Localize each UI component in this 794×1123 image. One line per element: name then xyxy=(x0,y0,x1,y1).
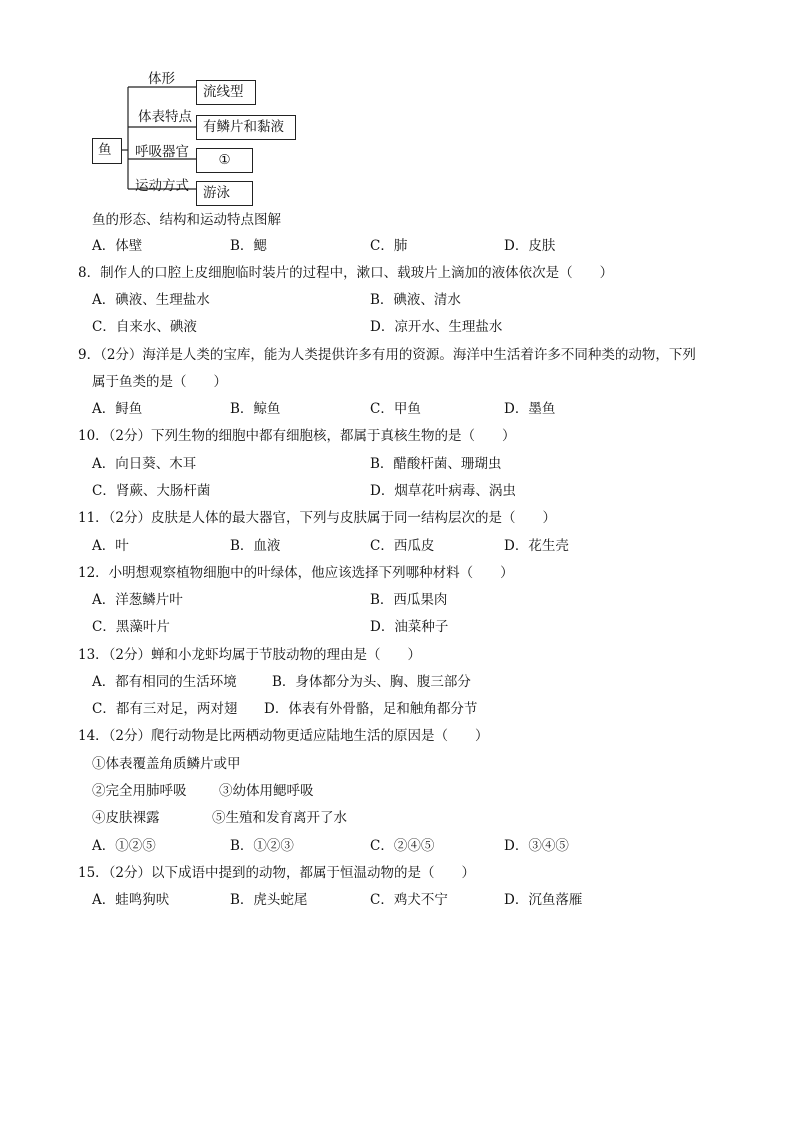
diagram-value-box-2 xyxy=(196,115,296,140)
q11-option-a: A．叶 xyxy=(92,538,129,554)
q14-item-1: ①体表覆盖角质鳞片或甲 xyxy=(92,756,241,772)
q14-option-d: D．③④⑤ xyxy=(504,838,569,854)
q15-option-b: B．虎头蛇尾 xyxy=(230,892,308,908)
q13-option-d: D．体表有外骨骼，足和触角都分节 xyxy=(264,701,478,717)
q8-stem: 8．制作人的口腔上皮细胞临时装片的过程中，漱口、载玻片上滴加的液体依次是（ ） xyxy=(78,265,614,281)
q14-option-b: B．①②③ xyxy=(230,838,294,854)
q14-option-c: C．②④⑤ xyxy=(370,838,435,854)
q9-stem-line2: 属于鱼类的是（ ） xyxy=(92,374,227,390)
diagram-value-2: 有鳞片和黏液 xyxy=(203,119,284,135)
diagram-value-1: 流线型 xyxy=(203,84,244,100)
diagram-value-box-3 xyxy=(196,148,253,173)
diagram-branch-label-4: 运动方式 xyxy=(135,178,189,194)
q10-option-c: C．肾蕨、大肠杆菌 xyxy=(92,483,211,499)
q9-option-b: B．鲸鱼 xyxy=(230,401,281,417)
q9-option-a: A．鲟鱼 xyxy=(92,401,143,417)
q11-option-b: B．血液 xyxy=(230,538,281,554)
q8-option-b: B．碘液、清水 xyxy=(370,292,461,308)
diagram-value-3: ① xyxy=(218,152,231,168)
q8-option-d: D．凉开水、生理盐水 xyxy=(370,319,503,335)
q10-option-a: A．向日葵、木耳 xyxy=(92,456,197,472)
q15-option-a: A．蛙鸣狗吠 xyxy=(92,892,170,908)
q7-option-c: C．肺 xyxy=(370,238,408,254)
diagram-root-box xyxy=(92,138,122,164)
q12-option-a: A．洋葱鳞片叶 xyxy=(92,592,183,608)
diagram-branch-label-1: 体形 xyxy=(148,71,175,87)
q15-option-d: D．沉鱼落雁 xyxy=(504,892,583,908)
q14-option-a: A．①②⑤ xyxy=(92,838,156,854)
q9-stem-line1: 9．（2分）海洋是人类的宝库，能为人类提供许多有用的资源。海洋中生活着许多不同种类的动物，下列 xyxy=(78,347,696,363)
q11-option-c: C．西瓜皮 xyxy=(370,538,435,554)
q14-item-3: ③幼体用鳃呼吸 xyxy=(219,783,314,799)
q11-option-d: D．花生壳 xyxy=(504,538,569,554)
q13-option-c: C．都有三对足，两对翅 xyxy=(92,701,238,717)
q10-stem: 10．（2分）下列生物的细胞中都有细胞核，都属于真核生物的是（ ） xyxy=(78,428,516,444)
q8-option-c: C．自来水、碘液 xyxy=(92,319,197,335)
q14-item-4: ④皮肤裸露 xyxy=(92,810,160,826)
q10-option-b: B．醋酸杆菌、珊瑚虫 xyxy=(370,456,502,472)
q13-option-b: B．身体都分为头、胸、腹三部分 xyxy=(272,674,471,690)
q14-item-2: ②完全用肺呼吸 xyxy=(92,783,187,799)
q7-option-b: B．鳃 xyxy=(230,238,267,254)
diagram-value-box-4 xyxy=(196,181,253,206)
q15-stem: 15．（2分）以下成语中提到的动物，都属于恒温动物的是（ ） xyxy=(78,865,476,881)
q10-option-d: D．烟草花叶病毒、涡虫 xyxy=(370,483,516,499)
diagram-root: 鱼 xyxy=(98,142,112,158)
q11-stem: 11．（2分）皮肤是人体的最大器官，下列与皮肤属于同一结构层次的是（ ） xyxy=(78,510,557,526)
q12-stem: 12．小明想观察植物细胞中的叶绿体，他应该选择下列哪种材料（ ） xyxy=(78,565,514,581)
q13-stem: 13．（2分）蝉和小龙虾均属于节肢动物的理由是（ ） xyxy=(78,647,422,663)
q14-item-5: ⑤生殖和发育离开了水 xyxy=(212,810,347,826)
diagram-branch-label-3: 呼吸器官 xyxy=(135,144,189,160)
q7-option-a: A．体壁 xyxy=(92,238,143,254)
q9-option-c: C．甲鱼 xyxy=(370,401,421,417)
q12-option-d: D．油菜种子 xyxy=(370,619,449,635)
q12-option-c: C．黑藻叶片 xyxy=(92,619,170,635)
q9-option-d: D．墨鱼 xyxy=(504,401,556,417)
q8-option-a: A．碘液、生理盐水 xyxy=(92,292,210,308)
q15-option-c: C．鸡犬不宁 xyxy=(370,892,448,908)
diagram-caption: 鱼的形态、结构和运动特点图解 xyxy=(92,212,281,228)
diagram-branch-label-2: 体表特点 xyxy=(138,109,192,125)
diagram-value-box-1 xyxy=(196,80,256,105)
q7-option-d: D．皮肤 xyxy=(504,238,556,254)
q13-option-a: A．都有相同的生活环境 xyxy=(92,674,237,690)
diagram-value-4: 游泳 xyxy=(203,185,230,201)
q12-option-b: B．西瓜果肉 xyxy=(370,592,448,608)
q14-stem: 14．（2分）爬行动物是比两栖动物更适应陆地生活的原因是（ ） xyxy=(78,728,489,744)
